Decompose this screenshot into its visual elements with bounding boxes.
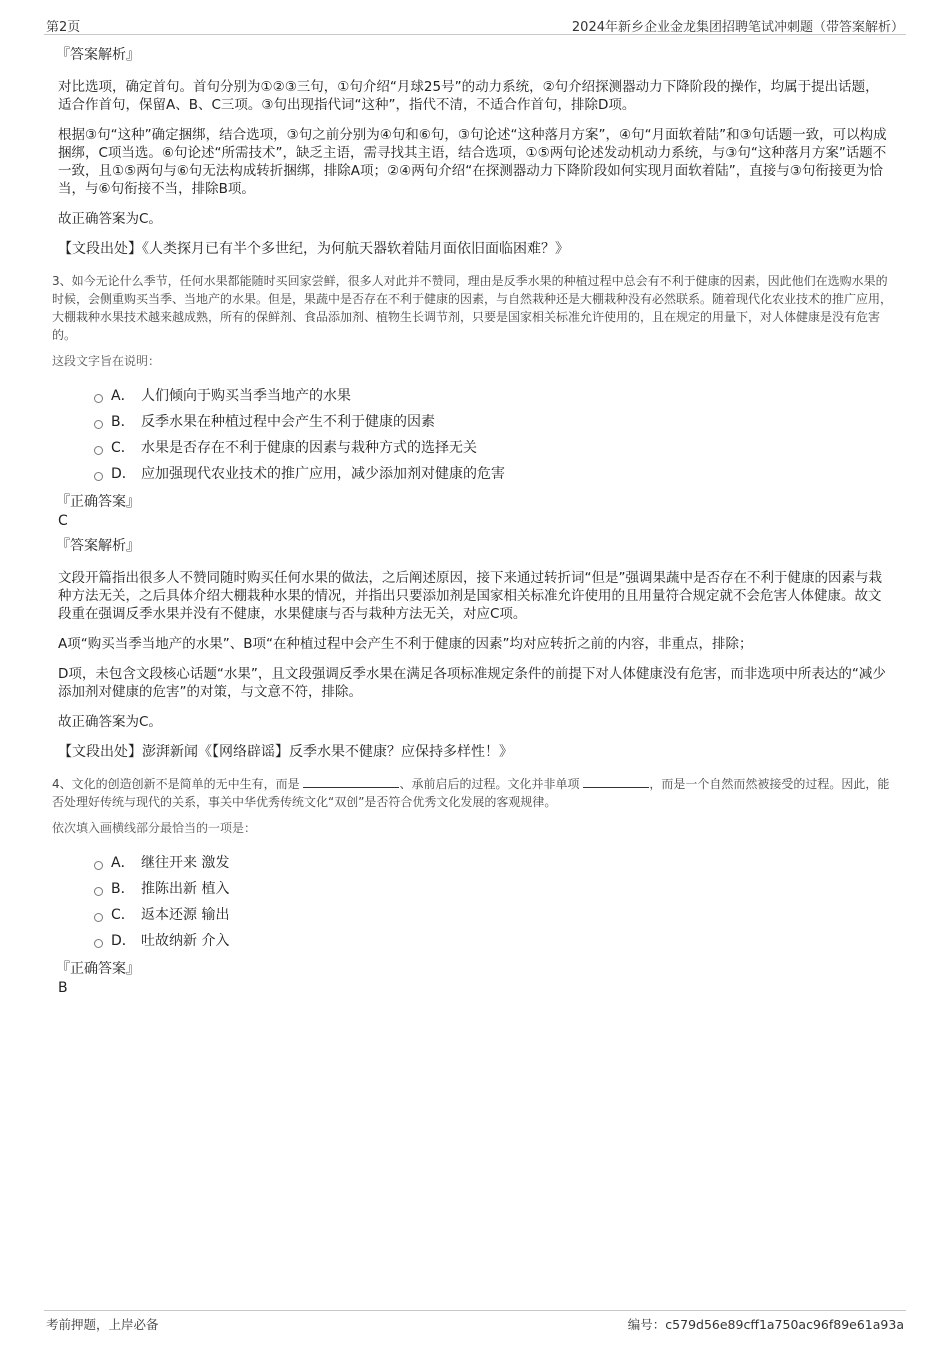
footer-slogan: 考前押题，上岸必备 [46,1317,159,1332]
page-header [44,14,906,35]
option-letter: D． [111,466,136,482]
document-body [52,46,893,1004]
option-letter: A． [111,388,135,404]
radio-icon[interactable] [94,446,103,455]
question-stem: 这段文字旨在说明： [52,354,161,368]
option-list [94,850,892,954]
document-id: 编号：c579d56e89cff1a750ac96f89e61a93a [627,1317,904,1332]
option-a[interactable] [94,383,892,409]
analysis-paragraph: A项“购买当季当地产的水果”、B项“在种植过程中会产生不利于健康的因素”均对应转折之前的内容，非重点，排除； [58,636,753,652]
radio-icon[interactable] [94,472,103,481]
correct-answer: B [58,980,68,996]
question-text-part: 、承前启后的过程。文化并非单项 [399,777,580,791]
option-text: 水果是否存在不利于健康的因素与栽种方式的选择无关 [141,440,477,456]
fill-blank-1 [303,775,399,788]
fill-blank-2 [583,775,649,788]
analysis-paragraph: 文段开篇指出很多人不赞同随时购买任何水果的做法，之后阐述原因，接下来通过转折词“但是”强调果蔬中是否存在不利于健康的因素与栽种方法无关，之后具体介绍大棚栽种水果的情况，并指出只要添加剂是国家相关标准允许使用的且用量符合规定就不会危害人体健康。故文段重在强调反季水果并没有不健康，水果健康与否与栽种方法无关，对应C项。 [58,570,882,622]
source-citation: 【文段出处】澎湃新闻《【网络辟谣】反季水果不健康？应保持多样性！》 [58,744,513,760]
option-letter: D． [111,933,136,949]
option-letter: A． [111,855,135,871]
question-text-part: 4、文化的创造创新不是简单的无中生有，而是 [52,777,300,791]
option-letter: B． [111,414,135,430]
option-text: 应加强现代农业技术的推广应用，减少添加剂对健康的危害 [141,466,505,482]
radio-icon[interactable] [94,394,103,403]
option-a[interactable] [94,850,892,876]
radio-icon[interactable] [94,887,103,896]
question-text: 3、如今无论什么季节，任何水果都能随时买回家尝鲜，很多人对此并不赞同，理由是反季水果的种植过程中总会有不利于健康的因素，因此他们在选购水果的时候，会侧重购买当季、当地产的水果。但是，果蔬中是否存在不利于健康的因素，与自然栽种还是大棚栽种没有必然联系。随着现代化农业技术的推广应用，大棚栽种水果技术越来越成熟，所有的保鲜剂、食品添加剂、植物生长调节剂，只要是国家相关标准允许使用的，且在规定的用量下，对人体健康是没有危害的。 [52,274,893,342]
question-text [52,775,892,811]
analysis-conclusion: 故正确答案为C。 [58,211,162,227]
option-b[interactable] [94,876,892,902]
page-number: 第2页 [46,20,81,35]
page-footer [44,1310,906,1333]
option-letter: C． [111,440,135,456]
analysis-tag: 『答案解析』 [56,538,140,554]
analysis-paragraph: D项，未包含文段核心话题“水果”，且文段强调反季水果在满足各项标准规定条件的前提下对人体健康没有危害，而非选项中所表达的“减少添加剂对健康的危害”的对策，与文意不符，排除。 [58,666,886,700]
option-text: 继往开来 激发 [141,855,230,871]
analysis-tag: 『答案解析』 [56,47,140,63]
option-text: 推陈出新 植入 [141,881,230,897]
radio-icon[interactable] [94,420,103,429]
correct-answer: C [58,513,68,529]
analysis-paragraph: 对比选项，确定首句。首句分别为①②③三句，①句介绍“月球25号”的动力系统，②句介绍探测器动力下降阶段的操作，均属于提出话题，适合作首句，保留A、B、C三项。③句出现指代词“这种”，指代不清，不适合作首句，排除D项。 [58,79,879,113]
option-b[interactable] [94,409,892,435]
option-d[interactable] [94,461,892,487]
radio-icon[interactable] [94,913,103,922]
analysis-paragraph: 根据③句“这种”确定捆绑，结合选项，③句之前分别为④句和⑥句，③句论述“这种落月方案”，④句“月面软着陆”和③句话题一致，可以构成捆绑，C项当选。⑥句论述“所需技术”，缺乏主语，需寻找其主语，结合选项，①⑤两句论述发动机动力系统，与③句“这种落月方案”话题不一致，且①⑤两句与⑥句无法构成转折捆绑，排除A项；②④两句介绍“在探测器动力下降阶段如何实现月面软着陆”，直接与③句衔接更为恰当，与⑥句衔接不当，排除B项。 [58,127,887,197]
answer-tag: 『正确答案』 [56,961,140,977]
option-text: 反季水果在种植过程中会产生不利于健康的因素 [141,414,435,430]
radio-icon[interactable] [94,861,103,870]
option-list [94,383,892,487]
option-c[interactable] [94,435,892,461]
option-text: 吐故纳新 介入 [141,933,230,949]
option-d[interactable] [94,928,892,954]
question-stem: 依次填入画横线部分最恰当的一项是： [52,821,257,835]
radio-icon[interactable] [94,939,103,948]
answer-tag: 『正确答案』 [56,494,140,510]
option-letter: C． [111,907,135,923]
option-c[interactable] [94,902,892,928]
option-text: 返本还源 输出 [141,907,230,923]
document-title: 2024年新乡企业金龙集团招聘笔试冲刺题（带答案解析） [571,20,904,35]
option-text: 人们倾向于购买当季当地产的水果 [141,388,351,404]
option-letter: B． [111,881,135,897]
source-citation: 【文段出处】《人类探月已有半个多世纪，为何航天器软着陆月面依旧面临困难？》 [58,241,569,257]
question-text-part: ，而是一个自然而然被接受的过程。因此，能否处理好传统与现代的关系，事关中华优秀传统文化“双创”是否符合优秀文化发展的客观规律。 [52,777,890,809]
analysis-conclusion: 故正确答案为C。 [58,714,162,730]
